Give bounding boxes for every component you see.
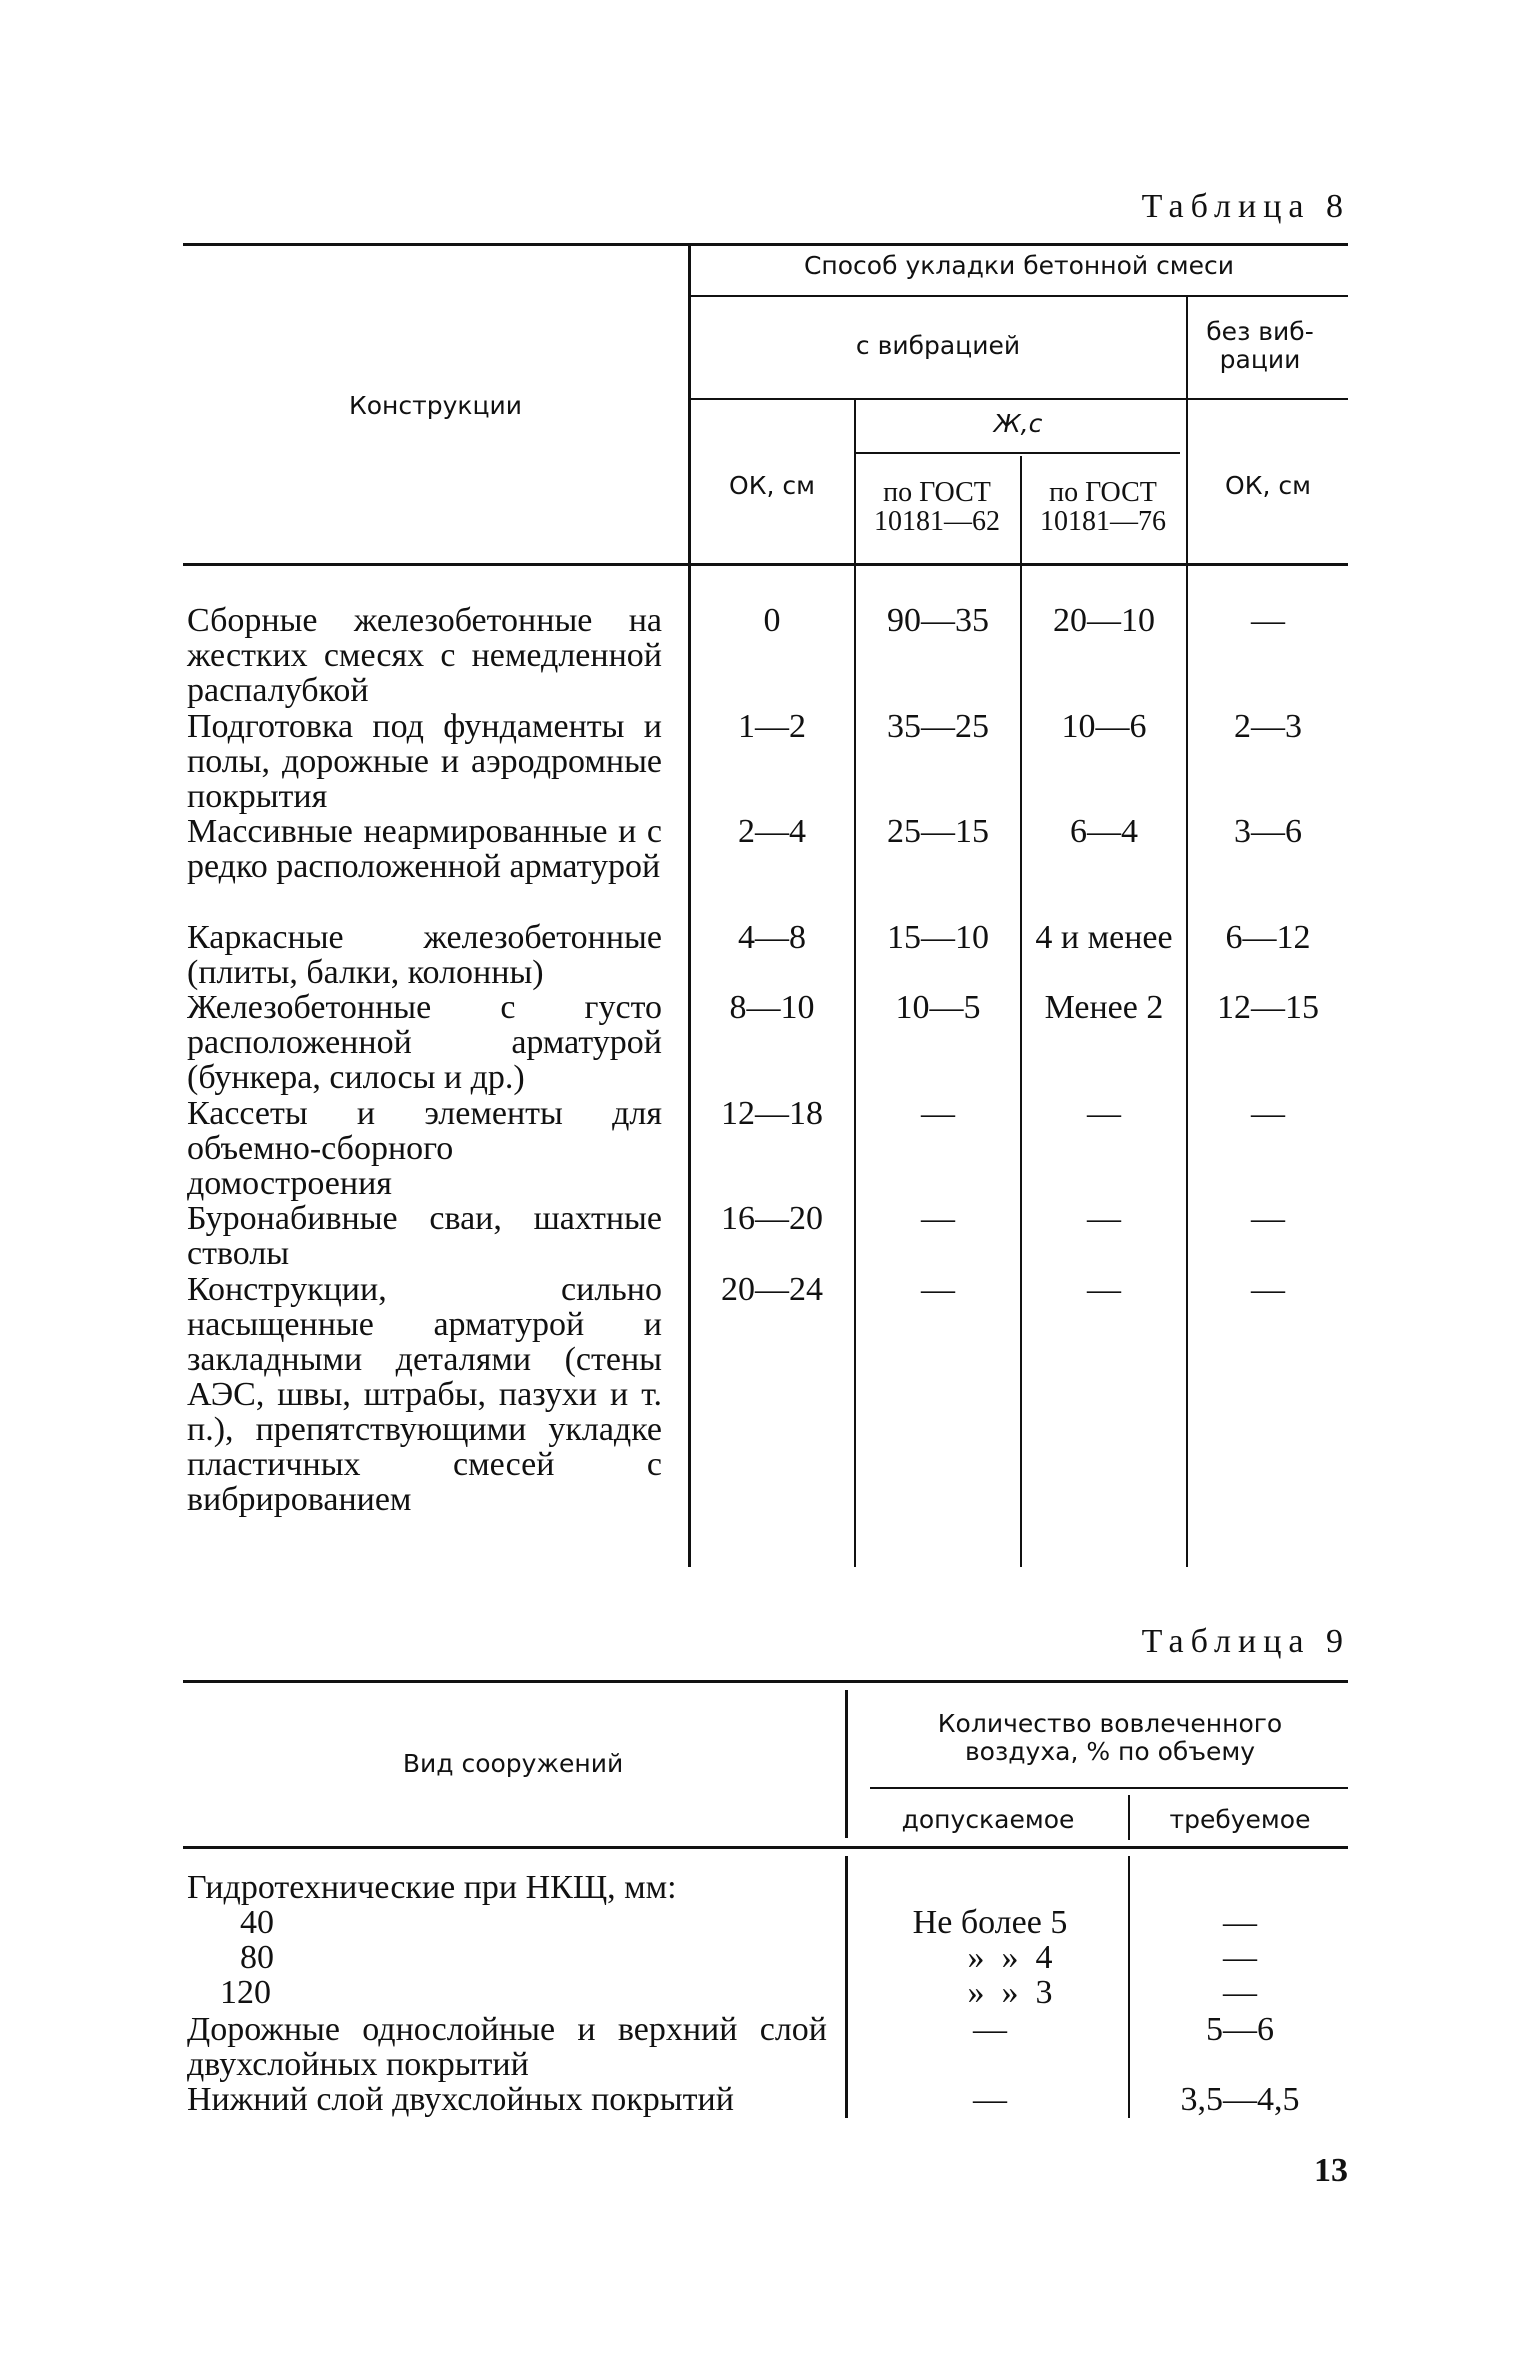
- table8-row-8-nv: —: [1251, 1271, 1285, 1308]
- table8-header-ok-cm: ОК, см: [729, 471, 815, 500]
- table8-header-with-vibration: с вибрацией: [855, 331, 1021, 360]
- table8-header-bottom-rule: [183, 563, 1348, 566]
- table8-row-1-name: Сборные железобетонные на жестких смесях с немедленной распалубкой: [187, 602, 662, 709]
- page-number: 13: [1314, 2152, 1348, 2189]
- table9-row-3-allowed: » » 4: [967, 1939, 1053, 1976]
- table9-header-air: Количество вовлеченного воздуха, % по объему: [937, 1709, 1283, 1766]
- table8-row-7-nv: —: [1251, 1200, 1285, 1237]
- table9-header-type: Вид сооружений: [402, 1749, 624, 1778]
- table8-row-3-ok: 2—4: [738, 813, 806, 850]
- table8-row-2-g76: 10—6: [1061, 708, 1147, 745]
- table8-row-5-g76: Менее 2: [1044, 989, 1164, 1026]
- table8-row-3-g62: 25—15: [887, 813, 989, 850]
- table8-col-divider-1: [688, 245, 691, 1567]
- table8-row-6-ok: 12—18: [721, 1095, 823, 1132]
- table9-rule-air: [870, 1787, 1348, 1789]
- table9-row-4-required: —: [1223, 1974, 1257, 2011]
- table8-row-7-ok: 16—20: [721, 1200, 823, 1237]
- table8-row-4-g76: 4 и менее: [1035, 919, 1173, 956]
- table9-row-2-name: 40: [240, 1904, 274, 1941]
- table8-rule-vibration: [690, 398, 1348, 400]
- table8-col-divider-2: [854, 400, 856, 1567]
- table9-row-5-name: Дорожные однослойные и верхний слой двухслойных покрытий: [187, 2011, 827, 2083]
- table9-top-rule: [183, 1680, 1348, 1683]
- table9-col-divider-2: [1128, 1795, 1130, 1840]
- table8-header-ok-cm-2: ОК, см: [1225, 471, 1311, 500]
- table8-row-4-nv: 6—12: [1225, 919, 1311, 956]
- table8-header-method: Способ укладки бетонной смеси: [803, 251, 1235, 280]
- table8-row-6-g62: —: [921, 1095, 955, 1132]
- table8-row-6-g76: —: [1087, 1095, 1121, 1132]
- table8-row-3-nv: 3—6: [1234, 813, 1302, 850]
- table8-row-3-g76: 6—4: [1070, 813, 1138, 850]
- table8-row-1-g62: 90—35: [887, 602, 989, 639]
- table9-row-2-allowed: Не более 5: [912, 1904, 1068, 1941]
- table8-header-zh-s: Ж,с: [993, 409, 1043, 438]
- table9-row-3-required: —: [1223, 1939, 1257, 1976]
- table9-row-6-name: Нижний слой двухслойных покрытий: [187, 2081, 734, 2118]
- table8-row-1-nv: —: [1251, 602, 1285, 639]
- table9-header-bottom-rule: [183, 1846, 1348, 1849]
- table8-row-2-name: Подготовка под фундаменты и полы, дорожные и аэродромные покрытия: [187, 708, 662, 815]
- table8-row-5-g62: 10—5: [895, 989, 981, 1026]
- table9-row-6-allowed: —: [973, 2081, 1007, 2118]
- table8-rule-method: [690, 295, 1348, 297]
- table8-row-5-name: Железобетонные с густо расположенной арматурой (бункера, силосы и др.): [187, 989, 662, 1096]
- table8-row-7-g76: —: [1087, 1200, 1121, 1237]
- table8-row-8-g62: —: [921, 1271, 955, 1308]
- table8-row-7-name: Буронабивные сваи, шахтные стволы: [187, 1200, 662, 1272]
- table9-row-6-required: 3,5—4,5: [1180, 2081, 1300, 2118]
- table9-caption: Таблица 9: [1141, 1623, 1350, 1660]
- table8-row-3-name: Массивные неармированные и с редко расположенной арматурой: [187, 813, 662, 885]
- table8-row-1-g76: 20—10: [1053, 602, 1155, 639]
- table8-row-4-ok: 4—8: [738, 919, 806, 956]
- table8-row-5-ok: 8—10: [729, 989, 815, 1026]
- table8-row-2-nv: 2—3: [1234, 708, 1302, 745]
- table8-row-5-nv: 12—15: [1217, 989, 1319, 1026]
- table9-row-1-name: Гидротехнические при НКЩ, мм:: [187, 1869, 677, 1906]
- table8-header-without-vibration: без виб-рации: [1206, 317, 1314, 374]
- table8-top-rule: [183, 243, 1348, 246]
- table9-row-2-required: —: [1223, 1904, 1257, 1941]
- table8-row-4-g62: 15—10: [887, 919, 989, 956]
- table9-header-required: требуемое: [1169, 1805, 1311, 1834]
- table8-header-gost76: по ГОСТ 10181—76: [1040, 477, 1166, 538]
- table8-caption: Таблица 8: [1141, 188, 1350, 225]
- table8-rule-zhs: [855, 452, 1180, 454]
- table8-row-4-name: Каркасные железобетонные (плиты, балки, колонны): [187, 919, 662, 991]
- table8-row-1-ok: 0: [763, 602, 781, 639]
- table8-row-7-g62: —: [921, 1200, 955, 1237]
- table9-header-allowed: допускаемое: [901, 1805, 1075, 1834]
- table9-row-5-required: 5—6: [1206, 2011, 1274, 2048]
- table9-col-divider-1b: [845, 1856, 848, 2118]
- table9-row-3-name: 80: [240, 1939, 274, 1976]
- table8-header-gost62: по ГОСТ 10181—62: [874, 477, 1000, 538]
- table8-row-8-ok: 20—24: [721, 1271, 823, 1308]
- table9-row-4-name: 120: [220, 1974, 271, 2011]
- table8-row-2-ok: 1—2: [738, 708, 806, 745]
- table8-row-8-name: Конструкции, сильно насыщенные арматурой и закладными деталями (стены АЭС, швы, штрабы, пазухи и т. п.), препятствующими укладке пластичных смесей с вибрированием: [187, 1271, 662, 1518]
- table8-row-2-g62: 35—25: [887, 708, 989, 745]
- table8-row-8-g76: —: [1087, 1271, 1121, 1308]
- table8-header-constructions: Конструкции: [349, 391, 522, 420]
- table9-row-5-allowed: —: [973, 2011, 1007, 2048]
- table9-row-4-allowed: » » 3: [967, 1974, 1053, 2011]
- table9-col-divider-1: [845, 1690, 848, 1838]
- table8-row-6-name: Кассеты и элементы для объемно-сборного домостроения: [187, 1095, 662, 1202]
- table8-row-6-nv: —: [1251, 1095, 1285, 1132]
